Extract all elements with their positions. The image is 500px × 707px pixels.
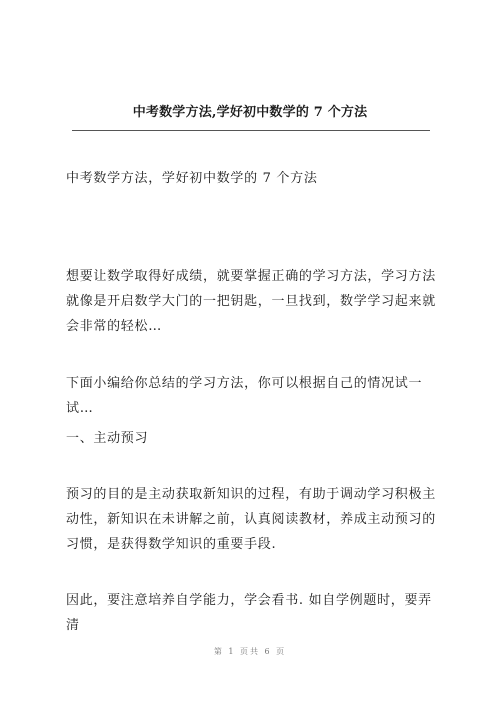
section-heading: 一、主动预习 (66, 431, 149, 446)
lead-paragraph: 下面小编给你总结的学习方法，你可以根据自己的情况试一试… (66, 376, 423, 416)
title-divider (72, 130, 430, 131)
preview-paragraph: 预习的目的是主动获取新知识的过程，有助于调动学习积极主动性，新知识在未讲解之前，认真阅读教材，养成主动预习的习惯，是获得数学知识的重要手段. (66, 487, 436, 552)
intro-paragraph: 想要让数学取得好成绩，就要掌握正确的学习方法，学习方法就像是开启数学大门的一把钥匙，一旦找到，数学学习起来就会非常的轻松… (66, 269, 436, 334)
self-study-paragraph: 因此，要注意培养自学能力，学会看书. 如自学例题时，要弄清 (66, 593, 432, 633)
page-footer: 第 1 页共 6 页 (213, 647, 287, 656)
document-title: 中考数学方法,学好初中数学的 7 个方法 (132, 105, 368, 120)
subtitle-paragraph: 中考数学方法，学好初中数学的 7 个方法 (66, 171, 318, 186)
